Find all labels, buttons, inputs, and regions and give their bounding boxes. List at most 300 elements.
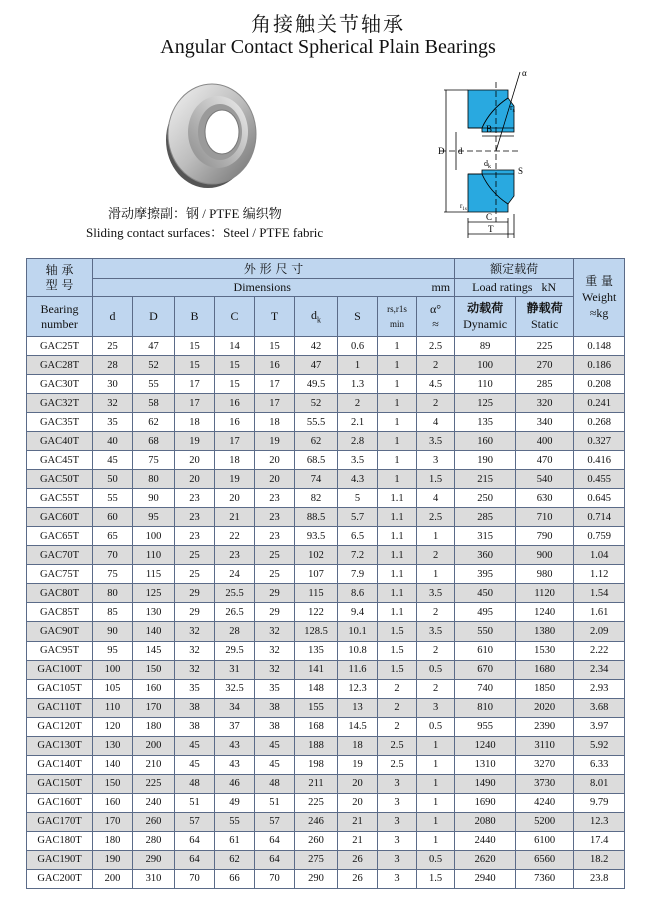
cell-r: 3 <box>378 812 417 831</box>
cell-dk: 290 <box>295 869 338 888</box>
cell-T: 32 <box>255 641 295 660</box>
cell-d: 170 <box>93 812 133 831</box>
table-row <box>27 812 625 831</box>
header-row-2 <box>27 279 625 297</box>
cell-model: GAC95T <box>27 641 93 660</box>
cell-d: 30 <box>93 375 133 394</box>
cell-static: 3270 <box>516 755 574 774</box>
cell-T: 18 <box>255 413 295 432</box>
cell-C: 28 <box>215 622 255 641</box>
cell-dynamic: 1310 <box>455 755 516 774</box>
cell-T: 20 <box>255 451 295 470</box>
cell-dk: 155 <box>295 698 338 717</box>
cell-static: 6100 <box>516 831 574 850</box>
cell-alpha: 2 <box>417 641 455 660</box>
table-row <box>27 489 625 508</box>
cell-C: 22 <box>215 527 255 546</box>
cell-T: 23 <box>255 508 295 527</box>
cell-alpha: 1 <box>417 755 455 774</box>
cell-D: 125 <box>133 584 175 603</box>
cell-d: 200 <box>93 869 133 888</box>
table-row <box>27 508 625 527</box>
cell-r: 3 <box>378 793 417 812</box>
cell-C: 61 <box>215 831 255 850</box>
cell-d: 45 <box>93 451 133 470</box>
cell-d: 50 <box>93 470 133 489</box>
cell-weight: 9.79 <box>574 793 625 812</box>
cell-dk: 68.5 <box>295 451 338 470</box>
cell-d: 130 <box>93 736 133 755</box>
cell-weight: 1.12 <box>574 565 625 584</box>
cell-alpha: 2 <box>417 603 455 622</box>
cell-C: 16 <box>215 394 255 413</box>
cell-weight: 12.3 <box>574 812 625 831</box>
cell-dk: 62 <box>295 432 338 451</box>
cell-T: 29 <box>255 603 295 622</box>
cell-r: 1.5 <box>378 660 417 679</box>
cell-D: 130 <box>133 603 175 622</box>
bearing-section-drawing <box>420 62 540 242</box>
caption-english: Sliding contact surfaces：Steel / PTFE fabric <box>86 225 324 240</box>
cell-static: 340 <box>516 413 574 432</box>
cell-r: 1.1 <box>378 565 417 584</box>
cell-S: 5 <box>338 489 378 508</box>
cell-dk: 82 <box>295 489 338 508</box>
cell-dk: 102 <box>295 546 338 565</box>
table-row <box>27 831 625 850</box>
cell-d: 120 <box>93 717 133 736</box>
cell-C: 55 <box>215 812 255 831</box>
cell-C: 31 <box>215 660 255 679</box>
cell-model: GAC90T <box>27 622 93 641</box>
header-col-T: T <box>255 297 295 337</box>
cell-C: 16 <box>215 413 255 432</box>
cell-d: 32 <box>93 394 133 413</box>
cell-C: 26.5 <box>215 603 255 622</box>
cell-T: 57 <box>255 812 295 831</box>
cell-dynamic: 250 <box>455 489 516 508</box>
header-model-cn: 轴 承 型 号 <box>27 259 93 297</box>
cell-alpha: 2.5 <box>417 337 455 356</box>
cell-D: 150 <box>133 660 175 679</box>
cell-dk: 246 <box>295 812 338 831</box>
cell-static: 2390 <box>516 717 574 736</box>
cell-B: 17 <box>175 375 215 394</box>
cell-T: 25 <box>255 546 295 565</box>
cell-weight: 17.4 <box>574 831 625 850</box>
cell-alpha: 4 <box>417 413 455 432</box>
cell-T: 23 <box>255 489 295 508</box>
header-col-alpha: α° ≈ <box>417 297 455 337</box>
cell-r: 1.1 <box>378 603 417 622</box>
cell-D: 180 <box>133 717 175 736</box>
cell-T: 48 <box>255 774 295 793</box>
cell-weight: 2.22 <box>574 641 625 660</box>
cell-model: GAC45T <box>27 451 93 470</box>
cell-D: 62 <box>133 413 175 432</box>
cell-d: 75 <box>93 565 133 584</box>
table-row <box>27 546 625 565</box>
cell-T: 17 <box>255 394 295 413</box>
cell-dynamic: 2940 <box>455 869 516 888</box>
cell-S: 2.8 <box>338 432 378 451</box>
cell-r: 1.5 <box>378 622 417 641</box>
cell-C: 15 <box>215 375 255 394</box>
cell-C: 19 <box>215 470 255 489</box>
cell-alpha: 1 <box>417 736 455 755</box>
cell-T: 38 <box>255 698 295 717</box>
bearing-spec-table <box>26 258 625 889</box>
cell-B: 29 <box>175 603 215 622</box>
table-row <box>27 451 625 470</box>
cell-dk: 260 <box>295 831 338 850</box>
cell-alpha: 0.5 <box>417 850 455 869</box>
cell-S: 26 <box>338 850 378 869</box>
cell-dynamic: 955 <box>455 717 516 736</box>
cell-dynamic: 125 <box>455 394 516 413</box>
table-row <box>27 774 625 793</box>
table-row <box>27 527 625 546</box>
cell-model: GAC160T <box>27 793 93 812</box>
cell-d: 140 <box>93 755 133 774</box>
cell-T: 64 <box>255 850 295 869</box>
table-row <box>27 584 625 603</box>
cell-d: 85 <box>93 603 133 622</box>
cell-T: 23 <box>255 527 295 546</box>
cell-r: 1 <box>378 394 417 413</box>
header-load-en: Load ratings kN <box>455 279 574 297</box>
cell-S: 21 <box>338 831 378 850</box>
header-col-dynamic: 动载荷 Dynamic <box>455 297 516 337</box>
cell-B: 70 <box>175 869 215 888</box>
table-row <box>27 394 625 413</box>
cell-dynamic: 740 <box>455 679 516 698</box>
header-col-r: rs,r1s min <box>378 297 417 337</box>
cell-S: 7.2 <box>338 546 378 565</box>
cell-alpha: 4.5 <box>417 375 455 394</box>
cell-D: 310 <box>133 869 175 888</box>
cell-dynamic: 315 <box>455 527 516 546</box>
cell-C: 29.5 <box>215 641 255 660</box>
cell-B: 32 <box>175 622 215 641</box>
cell-static: 980 <box>516 565 574 584</box>
table-row <box>27 432 625 451</box>
table-row <box>27 793 625 812</box>
cell-alpha: 2 <box>417 679 455 698</box>
cell-static: 2020 <box>516 698 574 717</box>
cell-r: 2.5 <box>378 736 417 755</box>
cell-model: GAC32T <box>27 394 93 413</box>
cell-C: 17 <box>215 432 255 451</box>
cell-model: GAC35T <box>27 413 93 432</box>
cell-B: 23 <box>175 508 215 527</box>
cell-S: 18 <box>338 736 378 755</box>
cell-static: 1380 <box>516 622 574 641</box>
cell-D: 160 <box>133 679 175 698</box>
cell-dk: 93.5 <box>295 527 338 546</box>
cell-weight: 6.33 <box>574 755 625 774</box>
cell-model: GAC150T <box>27 774 93 793</box>
header-row-1 <box>27 259 625 279</box>
cell-alpha: 1 <box>417 812 455 831</box>
cell-S: 10.1 <box>338 622 378 641</box>
cell-weight: 0.714 <box>574 508 625 527</box>
cell-dynamic: 2080 <box>455 812 516 831</box>
cell-B: 20 <box>175 451 215 470</box>
cell-dynamic: 110 <box>455 375 516 394</box>
cell-d: 100 <box>93 660 133 679</box>
table-row <box>27 603 625 622</box>
cell-dk: 52 <box>295 394 338 413</box>
cell-alpha: 3.5 <box>417 432 455 451</box>
cell-B: 17 <box>175 394 215 413</box>
cell-r: 2 <box>378 717 417 736</box>
cell-D: 95 <box>133 508 175 527</box>
cell-dk: 122 <box>295 603 338 622</box>
cell-dynamic: 2620 <box>455 850 516 869</box>
cell-B: 25 <box>175 546 215 565</box>
cell-dk: 148 <box>295 679 338 698</box>
cell-dk: 275 <box>295 850 338 869</box>
cell-alpha: 1 <box>417 527 455 546</box>
cell-model: GAC200T <box>27 869 93 888</box>
cell-T: 25 <box>255 565 295 584</box>
cell-T: 45 <box>255 736 295 755</box>
cell-model: GAC100T <box>27 660 93 679</box>
cell-C: 34 <box>215 698 255 717</box>
cell-static: 540 <box>516 470 574 489</box>
table-row <box>27 679 625 698</box>
cell-C: 15 <box>215 356 255 375</box>
header-dimensions-cn: 外 形 尺 寸 <box>93 259 455 279</box>
cell-dynamic: 550 <box>455 622 516 641</box>
cell-r: 3 <box>378 850 417 869</box>
table-row <box>27 755 625 774</box>
cell-static: 1680 <box>516 660 574 679</box>
cell-T: 15 <box>255 337 295 356</box>
table-body <box>27 337 625 889</box>
cell-S: 0.6 <box>338 337 378 356</box>
cell-model: GAC75T <box>27 565 93 584</box>
cell-dk: 168 <box>295 717 338 736</box>
cell-C: 66 <box>215 869 255 888</box>
cell-S: 1 <box>338 356 378 375</box>
cell-weight: 23.8 <box>574 869 625 888</box>
cell-model: GAC180T <box>27 831 93 850</box>
table-row <box>27 356 625 375</box>
cell-dk: 128.5 <box>295 622 338 641</box>
cell-T: 38 <box>255 717 295 736</box>
cell-T: 51 <box>255 793 295 812</box>
cell-r: 1.1 <box>378 527 417 546</box>
cell-S: 11.6 <box>338 660 378 679</box>
cell-r: 1 <box>378 356 417 375</box>
header-col-static: 静载荷 Static <box>516 297 574 337</box>
header-col-D: D <box>133 297 175 337</box>
cell-dk: 225 <box>295 793 338 812</box>
cell-dk: 42 <box>295 337 338 356</box>
cell-alpha: 1.5 <box>417 869 455 888</box>
drawing-label-rs: $r_s$ <box>510 103 516 114</box>
cell-static: 1120 <box>516 584 574 603</box>
cell-d: 35 <box>93 413 133 432</box>
cell-static: 3110 <box>516 736 574 755</box>
caption-chinese: 滑动摩擦副：钢 / PTFE 编织物 <box>108 206 282 221</box>
cell-S: 1.3 <box>338 375 378 394</box>
cell-static: 900 <box>516 546 574 565</box>
cell-alpha: 3 <box>417 451 455 470</box>
cell-r: 3 <box>378 869 417 888</box>
cell-D: 225 <box>133 774 175 793</box>
cell-r: 3 <box>378 831 417 850</box>
header-load-cn: 额定载荷 <box>455 259 574 279</box>
cell-weight: 0.186 <box>574 356 625 375</box>
cell-S: 8.6 <box>338 584 378 603</box>
header-dimensions-en: Dimensions mm <box>93 279 455 297</box>
cell-S: 20 <box>338 774 378 793</box>
cell-B: 38 <box>175 717 215 736</box>
table-row <box>27 869 625 888</box>
cell-S: 20 <box>338 793 378 812</box>
cell-weight: 0.208 <box>574 375 625 394</box>
cell-B: 51 <box>175 793 215 812</box>
cell-D: 240 <box>133 793 175 812</box>
cell-dynamic: 89 <box>455 337 516 356</box>
drawing-label-C: C <box>486 212 493 222</box>
cell-weight: 0.241 <box>574 394 625 413</box>
cell-S: 4.3 <box>338 470 378 489</box>
cell-static: 270 <box>516 356 574 375</box>
cell-model: GAC85T <box>27 603 93 622</box>
cell-T: 45 <box>255 755 295 774</box>
cell-dk: 47 <box>295 356 338 375</box>
cell-model: GAC25T <box>27 337 93 356</box>
cell-alpha: 2 <box>417 546 455 565</box>
cell-model: GAC50T <box>27 470 93 489</box>
cell-S: 7.9 <box>338 565 378 584</box>
cell-static: 470 <box>516 451 574 470</box>
cell-S: 26 <box>338 869 378 888</box>
cell-T: 32 <box>255 660 295 679</box>
cell-dk: 88.5 <box>295 508 338 527</box>
cell-static: 285 <box>516 375 574 394</box>
drawing-label-d: d <box>458 146 463 156</box>
cell-d: 65 <box>93 527 133 546</box>
cell-B: 19 <box>175 432 215 451</box>
cell-weight: 0.416 <box>574 451 625 470</box>
cell-model: GAC60T <box>27 508 93 527</box>
cell-static: 630 <box>516 489 574 508</box>
cell-B: 64 <box>175 831 215 850</box>
cell-B: 57 <box>175 812 215 831</box>
cell-T: 64 <box>255 831 295 850</box>
cell-static: 4240 <box>516 793 574 812</box>
cell-B: 35 <box>175 679 215 698</box>
cell-r: 1.5 <box>378 641 417 660</box>
cell-weight: 5.92 <box>574 736 625 755</box>
cell-weight: 1.54 <box>574 584 625 603</box>
cell-model: GAC28T <box>27 356 93 375</box>
cell-S: 10.8 <box>338 641 378 660</box>
cell-model: GAC30T <box>27 375 93 394</box>
drawing-label-r1s: $r_{1s}$ <box>460 202 467 212</box>
cell-model: GAC65T <box>27 527 93 546</box>
cell-D: 52 <box>133 356 175 375</box>
cell-r: 1 <box>378 337 417 356</box>
cell-alpha: 2 <box>417 394 455 413</box>
cell-S: 12.3 <box>338 679 378 698</box>
cell-r: 1 <box>378 413 417 432</box>
cell-dynamic: 395 <box>455 565 516 584</box>
cell-B: 45 <box>175 736 215 755</box>
cell-r: 1 <box>378 451 417 470</box>
cell-D: 68 <box>133 432 175 451</box>
bearing-photo <box>150 74 270 192</box>
cell-dynamic: 360 <box>455 546 516 565</box>
cell-model: GAC130T <box>27 736 93 755</box>
cell-C: 21 <box>215 508 255 527</box>
cell-dk: 107 <box>295 565 338 584</box>
cell-d: 180 <box>93 831 133 850</box>
table-row <box>27 850 625 869</box>
cell-static: 320 <box>516 394 574 413</box>
cell-weight: 2.93 <box>574 679 625 698</box>
cell-dynamic: 285 <box>455 508 516 527</box>
cell-D: 100 <box>133 527 175 546</box>
cell-dynamic: 190 <box>455 451 516 470</box>
cell-model: GAC70T <box>27 546 93 565</box>
cell-r: 1.1 <box>378 546 417 565</box>
cell-D: 80 <box>133 470 175 489</box>
cell-weight: 1.04 <box>574 546 625 565</box>
cell-S: 2 <box>338 394 378 413</box>
cell-dynamic: 1690 <box>455 793 516 812</box>
cell-weight: 0.455 <box>574 470 625 489</box>
header-col-d: d <box>93 297 133 337</box>
cell-D: 260 <box>133 812 175 831</box>
cell-d: 110 <box>93 698 133 717</box>
cell-C: 24 <box>215 565 255 584</box>
cell-C: 62 <box>215 850 255 869</box>
page-title-english: Angular Contact Spherical Plain Bearings <box>160 36 496 58</box>
cell-C: 46 <box>215 774 255 793</box>
page-title-chinese: 角接触关节轴承 <box>251 12 405 36</box>
cell-dynamic: 135 <box>455 413 516 432</box>
cell-dynamic: 160 <box>455 432 516 451</box>
table-row <box>27 413 625 432</box>
cell-alpha: 0.5 <box>417 717 455 736</box>
cell-model: GAC140T <box>27 755 93 774</box>
cell-d: 55 <box>93 489 133 508</box>
cell-r: 2.5 <box>378 755 417 774</box>
cell-dynamic: 215 <box>455 470 516 489</box>
header-col-S: S <box>338 297 378 337</box>
cell-r: 1.1 <box>378 508 417 527</box>
cell-weight: 8.01 <box>574 774 625 793</box>
cell-T: 29 <box>255 584 295 603</box>
cell-T: 17 <box>255 375 295 394</box>
cell-B: 23 <box>175 489 215 508</box>
header-row-3 <box>27 297 625 337</box>
cell-dk: 55.5 <box>295 413 338 432</box>
cell-S: 19 <box>338 755 378 774</box>
cell-r: 2 <box>378 698 417 717</box>
cell-model: GAC170T <box>27 812 93 831</box>
drawing-label-S: S <box>518 166 524 176</box>
cell-B: 20 <box>175 470 215 489</box>
cell-D: 75 <box>133 451 175 470</box>
cell-dk: 135 <box>295 641 338 660</box>
